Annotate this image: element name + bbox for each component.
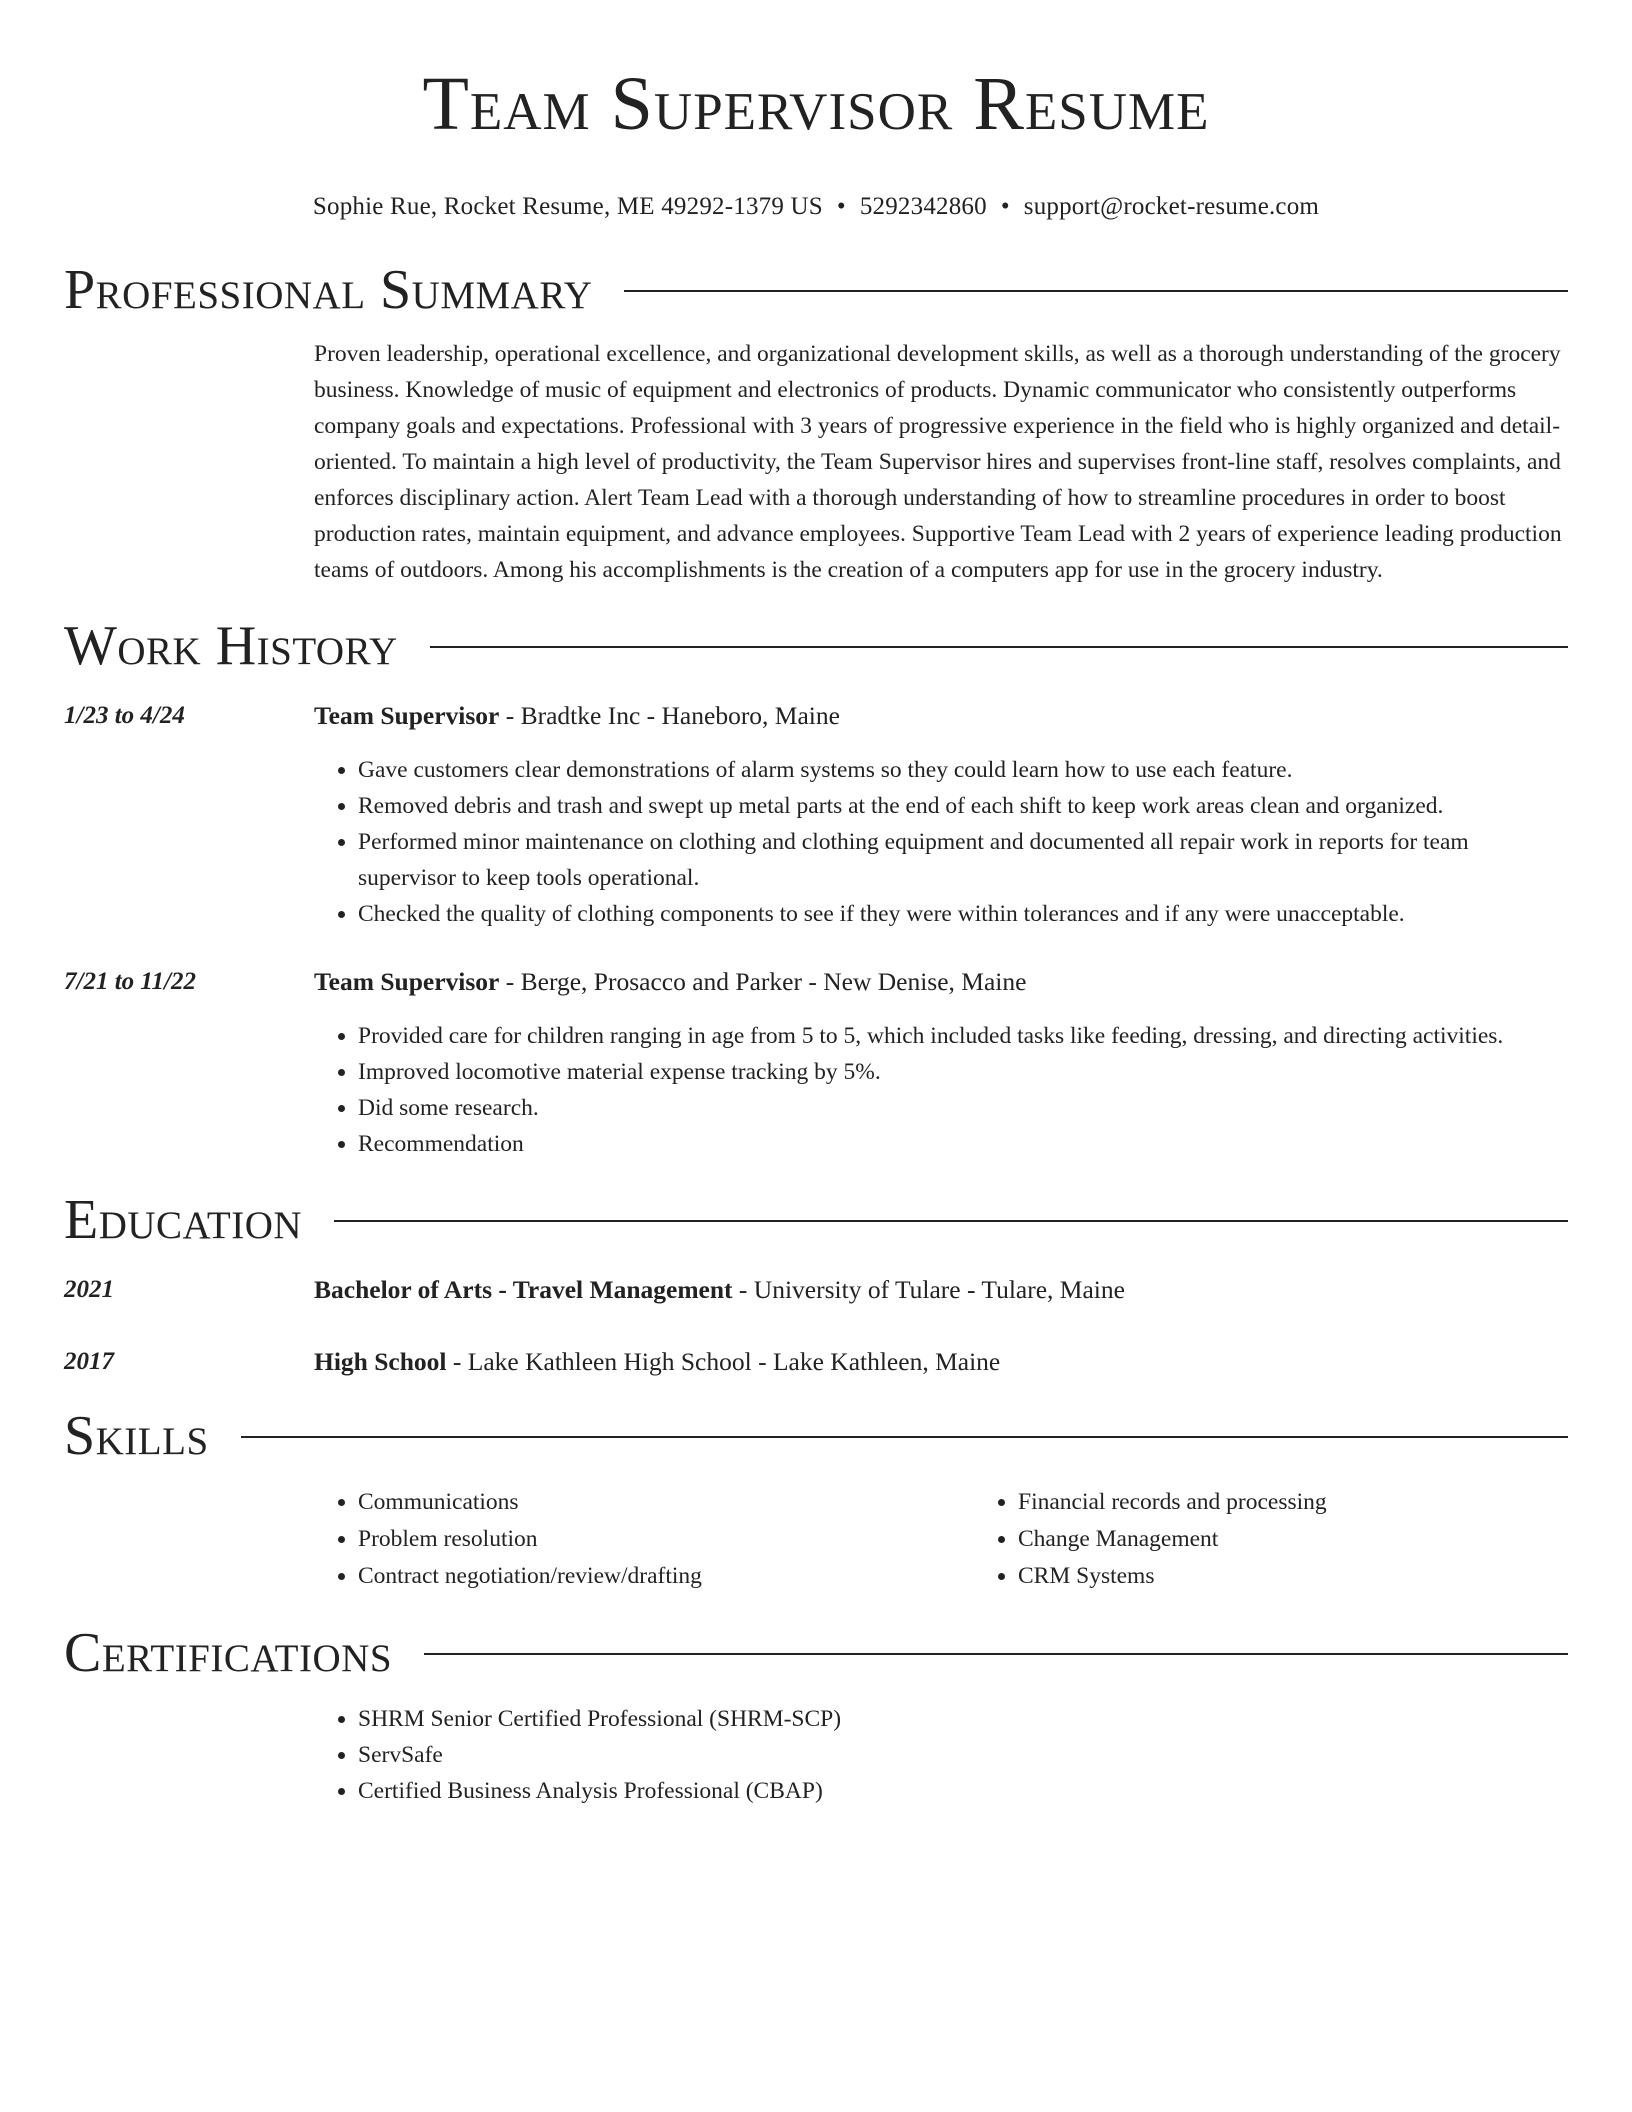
skills-heading: Skills: [64, 1405, 209, 1467]
section-rule: [334, 1220, 1568, 1222]
job-bullet: • Removed debris and trash and swept up metal parts at the end of each shift to keep work areas clean and organized.: [358, 788, 1568, 824]
section-rule: [430, 646, 1568, 648]
contact-address: Sophie Rue, Rocket Resume, ME 49292-1379 US: [312, 193, 823, 220]
job-bullets: [314, 1018, 1568, 1162]
contact-separator: •: [836, 193, 846, 220]
skill-item: • Communications: [358, 1484, 974, 1521]
job-title: Team Supervisor: [314, 967, 500, 996]
section-rule: [624, 290, 1568, 292]
education-section-header: [64, 1188, 1568, 1252]
summary-content: [314, 336, 1568, 588]
contact-line: [64, 192, 1568, 222]
job-entry: [64, 698, 1568, 932]
job-entry: [64, 964, 1568, 1162]
skill-item: • CRM Systems: [1018, 1558, 1632, 1595]
job-bullets: [314, 752, 1568, 932]
education-entry: [64, 1272, 1568, 1308]
contact-separator: •: [1000, 193, 1010, 220]
certification-item: • Certified Business Analysis Professional (CBAP): [358, 1773, 1568, 1809]
job-details: - Berge, Prosacco and Parker - New Denise, Maine: [499, 967, 1027, 996]
job-headline: [314, 964, 1568, 1000]
education-degree: High School: [314, 1347, 447, 1376]
job-bullet: • Recommendation: [358, 1126, 1568, 1162]
skills-list: [314, 1484, 1568, 1595]
contact-email: support@rocket-resume.com: [1023, 193, 1320, 220]
education-entry: [64, 1344, 1568, 1380]
certifications-heading: Certifications: [64, 1622, 393, 1684]
certification-item: • ServSafe: [358, 1737, 1568, 1773]
skill-item: • Financial records and processing: [1018, 1484, 1632, 1521]
certifications-list: [314, 1701, 1568, 1809]
job-headline: [314, 698, 1568, 734]
summary-section-header: [64, 258, 1568, 322]
certification-item: • SHRM Senior Certified Professional (SHRM-SCP): [358, 1701, 1568, 1737]
job-title: Team Supervisor: [314, 701, 500, 730]
skill-item: • Contract negotiation/review/drafting: [358, 1558, 974, 1595]
certifications-section-header: [64, 1621, 1568, 1685]
education-degree: Bachelor of Arts - Travel Management: [314, 1275, 733, 1304]
job-bullet: • Provided care for children ranging in age from 5 to 5, which included tasks like feeding, dressing, and directing activities.: [358, 1018, 1568, 1054]
job-bullet: • Checked the quality of clothing components to see if they were within tolerances and if any were unacceptable.: [358, 896, 1568, 932]
education-body: [314, 1344, 1568, 1380]
education-year: 2021: [64, 1276, 114, 1303]
job-body: [314, 964, 1568, 1162]
education-year: 2017: [64, 1348, 114, 1375]
certifications-content: [314, 1701, 1568, 1809]
job-bullet: • Improved locomotive material expense tracking by 5%.: [358, 1054, 1568, 1090]
summary-text: Proven leadership, operational excellence, and organizational development skills, as well as a thorough understanding of the grocery business. Knowledge of music of equipment and electronics of products. Dynamic communicator who consistently outperforms company goals and expectations. Professional with 3 years of progressive experience in the field who is highly organized and detail-oriented. To maintain a high level of productivity, the Team Supervisor hires and supervises front-line staff, resolves complaints, and enforces disciplinary action. Alert Team Lead with a thorough understanding of how to streamline procedures in order to boost production rates, maintain equipment, and advance employees. Supportive Team Lead with 2 years of experience leading production teams of outdoors. Among his accomplishments is the creation of a computers app for use in the grocery industry.: [314, 341, 1562, 583]
education-details: - Lake Kathleen High School - Lake Kathleen, Maine: [446, 1347, 1001, 1376]
education-headline: [314, 1344, 1568, 1380]
job-bullet: • Did some research.: [358, 1090, 1568, 1126]
work-section-header: [64, 614, 1568, 678]
job-dates: 1/23 to 4/24: [64, 702, 185, 729]
education-body: [314, 1272, 1568, 1308]
page-title: Team Supervisor Resume: [422, 62, 1210, 146]
section-rule: [424, 1653, 1568, 1655]
job-details: - Bradtke Inc - Haneboro, Maine: [499, 701, 840, 730]
skill-item: • Problem resolution: [358, 1521, 974, 1558]
education-details: - University of Tulare - Tulare, Maine: [732, 1275, 1125, 1304]
contact-phone: 5292342860: [859, 193, 987, 220]
section-rule: [241, 1436, 1568, 1438]
skills-column-left: [314, 1484, 974, 1595]
skills-section-header: [64, 1404, 1568, 1468]
job-bullet: • Gave customers clear demonstrations of alarm systems so they could learn how to use each feature.: [358, 752, 1568, 788]
job-dates: 7/21 to 11/22: [64, 968, 196, 995]
education-headline: [314, 1272, 1568, 1308]
skill-item: • Change Management: [1018, 1521, 1632, 1558]
skills-column-right: [974, 1484, 1632, 1595]
work-heading: Work History: [64, 615, 398, 677]
job-bullet: • Performed minor maintenance on clothing and clothing equipment and documented all repair work in reports for team supervisor to keep tools operational.: [358, 824, 1568, 896]
education-heading: Education: [64, 1189, 303, 1251]
summary-heading: Professional Summary: [64, 259, 593, 321]
job-body: [314, 698, 1568, 932]
